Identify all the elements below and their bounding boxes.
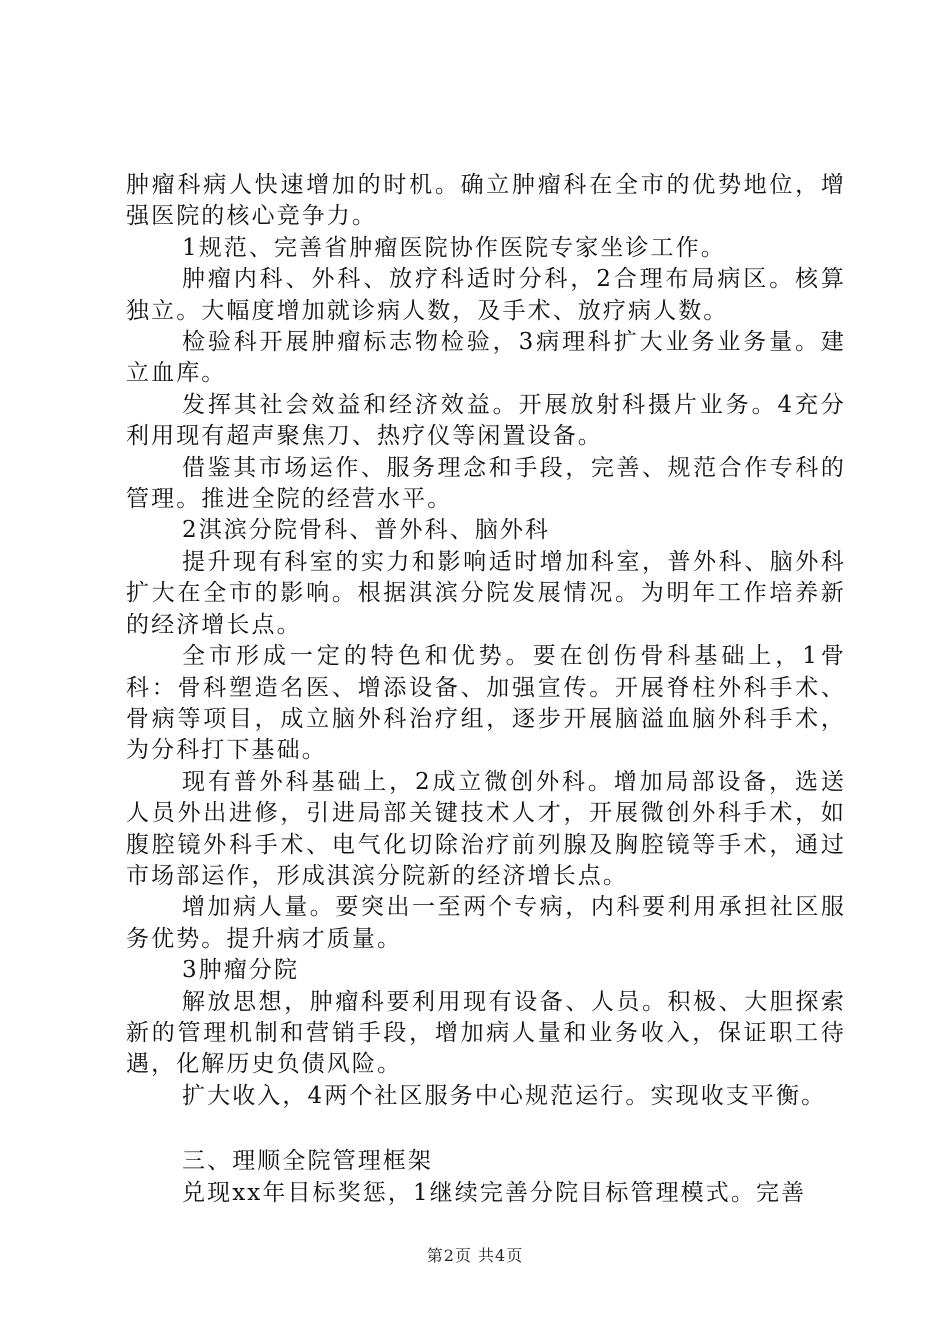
paragraph: 检验科开展肿瘤标志物检验，3病理科扩大业务业务量。建立血库。 — [126, 329, 846, 387]
paragraph: 增加病人量。要突出一至两个专病，内科要利用承担社区服务优势。提升病才质量。 — [126, 894, 846, 952]
page-number-footer: 第2页 共4页 — [426, 1246, 524, 1265]
paragraph: 肿瘤内科、外科、放疗科适时分科，2合理布局病区。核算独立。大幅度增加就诊病人数，及手术、放疗病人数。 — [126, 266, 846, 324]
paragraph: 借鉴其市场运作、服务理念和手段，完善、规范合作专科的管理。推进全院的经营水平。 — [126, 454, 846, 513]
paragraph: 发挥其社会效益和经济效益。开展放射科摄片业务。4充分利用现有超声聚焦刀、热疗仪等闲置设备。 — [126, 391, 846, 450]
section-heading: 2淇滨分院骨科、普外科、脑外科 — [182, 517, 551, 544]
paragraph: 全市形成一定的特色和优势。要在创伤骨科基础上，1骨科：骨科塑造名医、增添设备、加强宣传。开展脊柱外科手术、骨病等项目，成立脑外科治疗组，逐步开展脑溢血脑外科手术，为分科打下基础。 — [126, 643, 846, 764]
paragraph: 提升现有科室的实力和影响适时增加科室，普外科、脑外科扩大在全市的影响。根据淇滨分院发展情况。为明年工作培养新的经济增长点。 — [126, 548, 846, 638]
section-heading: 三、理顺全院管理框架 — [182, 1148, 433, 1175]
paragraph: 现有普外科基础上，2成立微创外科。增加局部设备，选送人员外出进修，引进局部关键技术人才，开展微创外科手术，如腹腔镜外科手术、电气化切除治疗前列腺及胸腔镜等手术，通过市场部运作，形成淇滨分院新的经济增长点。 — [126, 768, 846, 889]
paragraph: 肿瘤科病人快速增加的时机。确立肿瘤科在全市的优势地位，增强医院的核心竞争力。 — [126, 172, 846, 230]
document-body — [126, 170, 846, 1209]
paragraph: 扩大收入，4两个社区服务中心规范运行。实现收支平衡。 — [182, 1082, 827, 1109]
paragraph: 兑现xx年目标奖惩，1继续完善分院目标管理模式。完善 — [182, 1179, 807, 1206]
paragraph: 解放思想，肿瘤科要利用现有设备、人员。积极、大胆探索新的管理机制和营销手段，增加病人量和业务收入，保证职工待遇，化解历史负债风险。 — [126, 988, 846, 1078]
paragraph: 1规范、完善省肿瘤医院协作医院专家坐诊工作。 — [182, 234, 726, 261]
section-heading: 3肿瘤分院 — [182, 957, 300, 984]
